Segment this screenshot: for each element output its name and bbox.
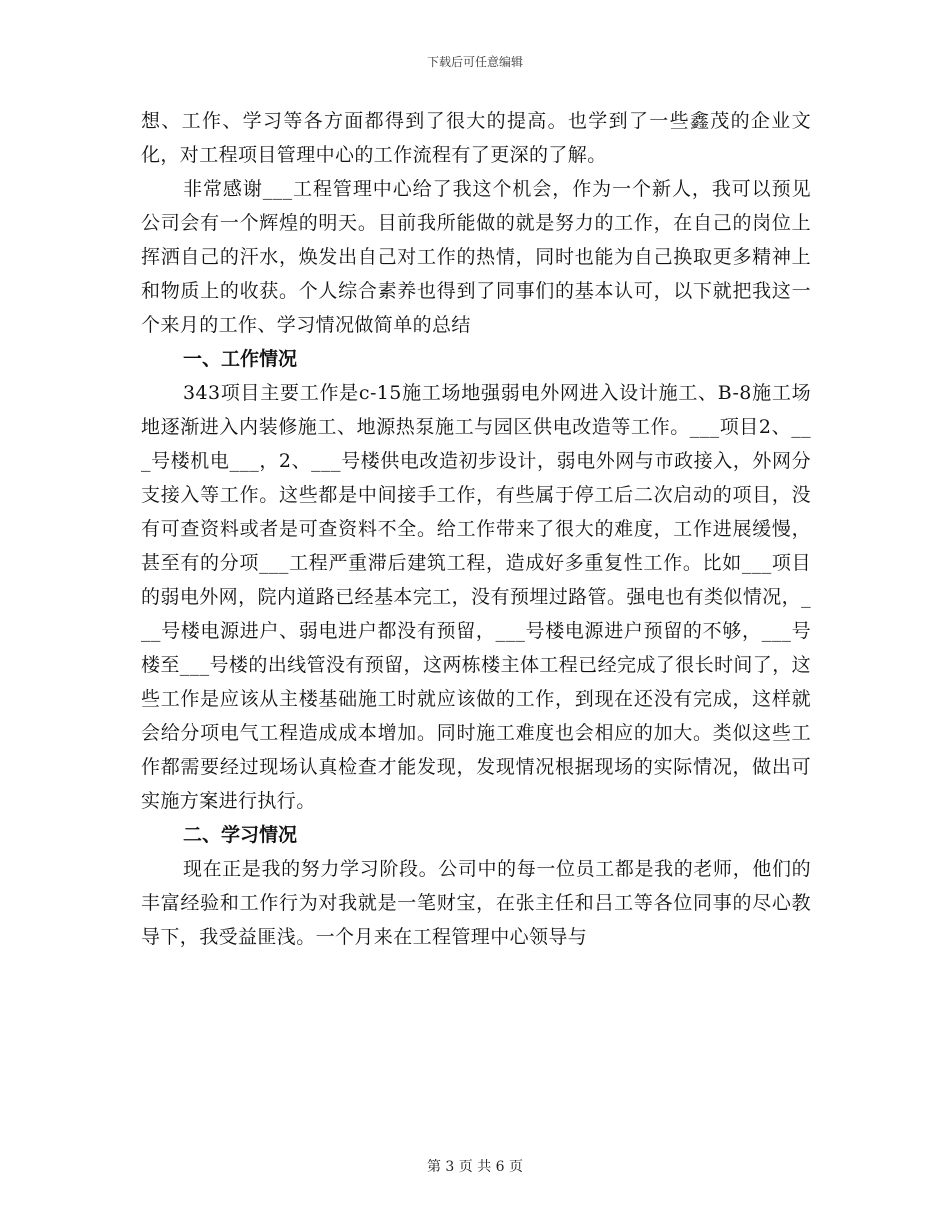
page-header-note: 下载后可任意编辑 <box>426 55 523 69</box>
document-body <box>141 104 811 954</box>
paragraph-work-situation: 343项目主要工作是c-15施工场地强弱电外网进入设计施工、B-8施工场地逐渐进入内装修施工、地源热泵施工与园区供电改造等工作。___项目2、___号楼机电___，2、___号楼供电改造初步设计，弱电外网与市政接入，外网分支接入等工作。这些都是中间接手工作，有些属于停工后二次启动的项目，没有可查资料或者是可查资料不全。给工作带来了很大的难度，工作进展缓慢，甚至有的分项___工程严重滞后建筑工程，造成好多重复性工作。比如___项目的弱电外网，院内道路已经基本完工，没有预埋过路管。强电也有类似情况，___号楼电源进户、弱电进户都没有预留，___号楼电源进户预留的不够，___号楼至___号楼的出线管没有预留，这两栋楼主体工程已经完成了很长时间了，这些工作是应该从主楼基础施工时就应该做的工作，到现在还没有完成，这样就会给分项电气工程造成成本增加。同时施工难度也会相应的加大。类似这些工作都需要经过现场认真检查才能发现，发现情况根据现场的实际情况，做出可实施方案进行执行。 <box>141 382 811 812</box>
paragraph-study-situation: 现在正是我的努力学习阶段。公司中的每一位员工都是我的老师，他们的丰富经验和工作行为对我就是一笔财宝，在张主任和吕工等各位同事的尽心教导下，我受益匪浅。一个月来在工程管理中心领导与 <box>141 858 811 948</box>
paragraph-continuation: 想、工作、学习等各方面都得到了很大的提高。也学到了一些鑫茂的企业文化，对工程项目管理中心的工作流程有了更深的了解。 <box>141 110 811 166</box>
paragraph-thanks: 非常感谢___工程管理中心给了我这个机会，作为一个新人，我可以预见公司会有一个辉煌的明天。目前我所能做的就是努力的工作，在自己的岗位上挥洒自己的汗水，焕发出自己对工作的热情，同时也能为自己换取更多精神上和物质上的收获。个人综合素养也得到了同事们的基本认可，以下就把我这一个来月的工作、学习情况做简单的总结 <box>141 178 811 336</box>
page-number: 第 3 页 共 6 页 <box>426 1159 524 1175</box>
section-heading-study: 二、学习情况 <box>183 824 298 846</box>
section-heading-work: 一、工作情况 <box>183 348 298 370</box>
